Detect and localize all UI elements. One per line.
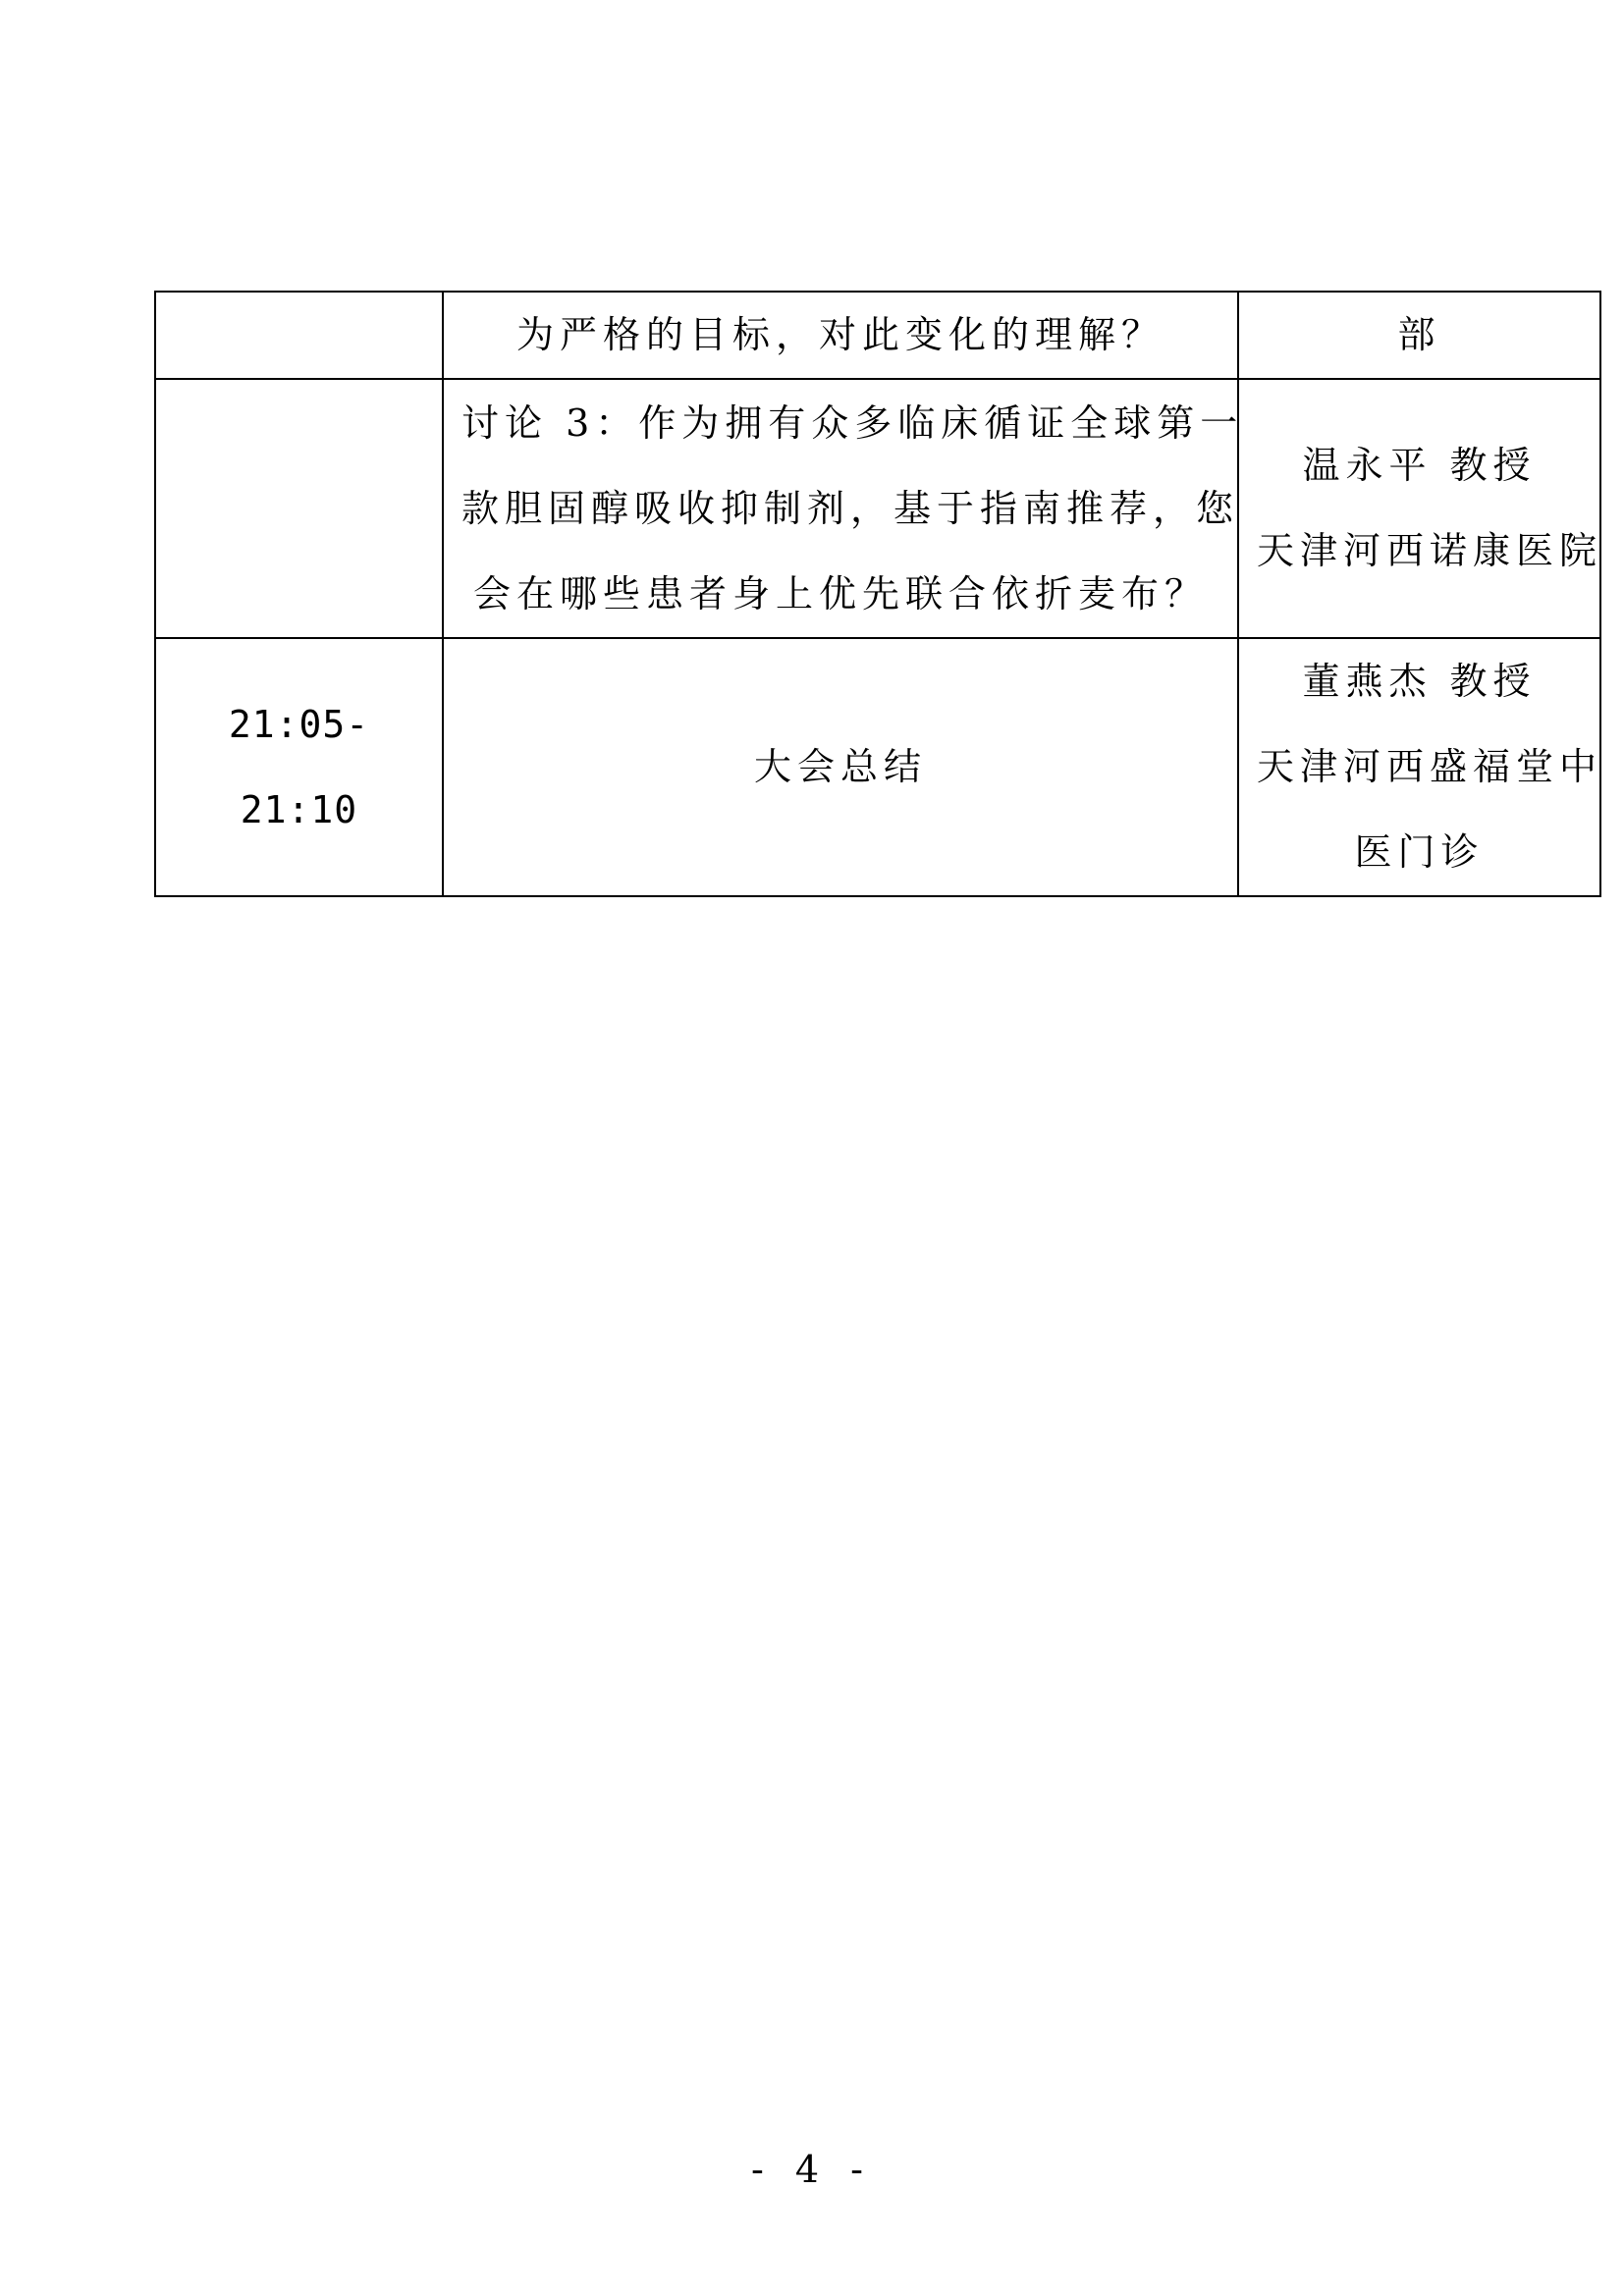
speaker-affiliation: 天津河西盛福堂中 [1257, 745, 1603, 788]
speaker-cell [1238, 379, 1603, 638]
table-row [155, 379, 1600, 638]
topic-line: 为严格的目标，对此变化的理解？ [515, 313, 1164, 356]
table-row [155, 638, 1600, 896]
topic-cell [443, 379, 1244, 638]
page-number: - 4 - [750, 2148, 873, 2191]
speaker-name: 董燕杰 教授 [1302, 660, 1537, 703]
topic-line: 款胆固醇吸收抑制剂，基于指南推荐，您 [461, 486, 1240, 530]
speaker-line: 部 [1397, 313, 1441, 356]
speaker-affiliation: 医门诊 [1354, 830, 1485, 874]
agenda-table [154, 291, 1601, 897]
time-cell [155, 292, 443, 379]
speaker-cell [1238, 292, 1600, 379]
topic-cell [443, 292, 1238, 379]
topic-line: 讨论 3：作为拥有众多临床循证全球第一 [461, 400, 1244, 445]
topic-cell [443, 638, 1238, 896]
speaker-name: 温永平 教授 [1302, 444, 1537, 487]
time-cell [155, 379, 443, 638]
topic-line: 大会总结 [753, 745, 927, 788]
table-row [155, 292, 1600, 379]
topic-line: 会在哪些患者身上优先联合依折麦布？ [472, 571, 1208, 615]
speaker-cell [1238, 638, 1603, 896]
speaker-affiliation: 天津河西诺康医院 [1257, 529, 1603, 572]
time-cell: 21:05-21:10 [155, 638, 443, 896]
